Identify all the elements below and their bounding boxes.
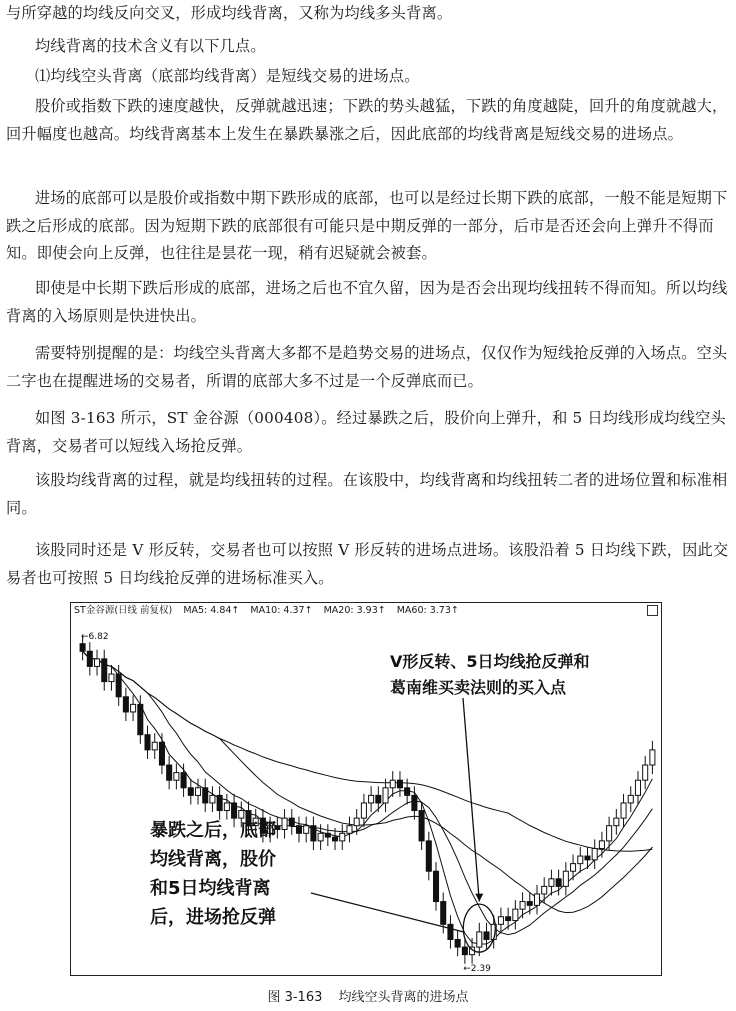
candle-body [87,651,92,666]
candle-body [462,947,467,955]
candle-body [123,697,128,712]
paragraph: 需要特别提醒的是：均线空头背离大多都不是趋势交易的进场点，仅仅作为短线抢反弹的入场点。空头二字也在提醒进场的交易者，所谓的底部大多不过是一个反弹底而已。 [6,344,728,390]
chart-header [71,603,661,619]
candle-body [131,704,136,712]
candle-body [369,795,374,803]
candle-body [426,841,431,871]
candle-body [145,735,150,750]
ma60-value: MA60: 3.73↑ [396,605,459,616]
candle-body [556,879,561,887]
annotation-buy-point [390,649,590,701]
candle-body [578,856,583,864]
high-price-label: ←6.82 [81,632,109,642]
candle-body [210,795,215,803]
candle-body [419,811,424,841]
candle-body [296,826,301,834]
candle-body [340,833,345,841]
candle-body [563,871,568,886]
candle-body [412,795,417,810]
paragraph: ⑴均线空头背离（底部均线背离）是短线交易的进场点。 [35,67,420,85]
candle-body [527,902,532,906]
candle-body [607,826,612,841]
candle-body [311,826,316,841]
candle-body [498,917,503,925]
paragraph: 进场的底部可以是股价或指数中期下跌形成的底部，也可以是经过长期下跌的底部，一般不能是短期下跌之后形成的底部。因为短期下跌的底部很有可能只是中期反弹的一部分，后市是否还会向上弹升不得而知。即使会向上反弹，也往往是昙花一现，稍有迟疑就会被套。 [6,189,728,262]
annotation-line: V形反转、5日均线抢反弹和 [390,652,590,671]
paragraph: 如图 3-163 所示，ST 金谷源（000408）。经过暴跌之后，股价向上弹升，和 5 日均线形成均线空头背离，交易者可以短线入场抢反弹。 [6,409,726,455]
candle-body [159,742,164,765]
candle-body [195,788,200,796]
candle-body [318,833,323,841]
paragraph: 与所穿越的均线反向交叉，形成均线背离，又称为均线多头背离。 [6,4,453,22]
candle-body [621,803,626,818]
annotation-line: 和5日均线背离 [150,878,271,899]
candle-body [282,818,287,829]
candle-body [188,788,193,796]
annotation-line: 暴跌之后，底部 [150,820,276,841]
figure-number: 图 3-163 [267,990,323,1005]
candle-body [174,773,179,781]
paragraph: 股价或指数下跌的速度越快，反弹就越迅速；下跌的势头越猛，下跌的角度越陡，回升的角度就越大，回升幅度也越高。均线背离基本上发生在暴跌暴涨之后，因此底部的均线背离是短线交易的进场点。 [6,97,728,143]
candle-body [614,818,619,826]
paragraph: 即使是中长期下跌后形成的底部，进场之后也不宜久留，因为是否会出现均线扭转不得而知。所以均线背离的入场原则是快进快出。 [6,279,728,325]
candle-body [520,902,525,910]
candle-body [585,856,590,860]
candle-body [138,704,143,734]
candle-body [116,674,121,697]
candle-body [80,644,85,652]
candle-body [390,780,395,788]
candle-body [484,932,489,940]
figure-title: 均线空头背离的进场点 [338,990,469,1005]
paragraph: 该股均线背离的过程，就是均线扭转的过程。在该股中，均线背离和均线扭转二者的进场位置和标准相同。 [6,471,728,517]
candle-body [643,765,648,780]
annotation-divergence [150,816,276,932]
candle-body [95,659,100,667]
candle-body [397,780,402,788]
candle-body [304,826,309,834]
candle-body [628,795,633,803]
candle-body [455,939,460,947]
ma10-value: MA10: 4.37↑ [250,605,313,616]
candle-body [289,818,294,826]
annotation-line: 后，进场抢反弹 [150,907,276,928]
candle-body [354,818,359,826]
annotation-arrow [463,698,479,902]
candle-body [477,932,482,947]
candle-body [102,659,107,682]
candle-body [405,788,410,796]
annotation-line: 葛南维买卖法则的买入点 [390,678,567,697]
candle-body [441,902,446,925]
candle-body [217,795,222,810]
candle-body [592,848,597,859]
figure-caption [0,986,736,1005]
candle-body [599,841,604,849]
ma20-value: MA20: 3.93↑ [323,605,386,616]
paragraph: 均线背离的技术含义有以下几点。 [35,37,266,55]
candle-body [181,773,186,788]
candle-body [167,765,172,780]
candle-body [347,826,352,834]
candle-body [109,674,114,682]
arrow-head [475,894,483,902]
candle-body [376,795,381,803]
candle-body [325,833,330,837]
paragraph: 该股同时还是 V 形反转，交易者也可以按照 V 形反转的进场点进场。该股沿着 5 日均线下跌，因此交易者也可按照 5 日均线抢反弹的进场标准买入。 [6,541,729,587]
ma5-value: MA5: 4.84↑ [183,605,240,616]
candle-body [650,750,655,765]
candle-body [549,879,554,887]
stock-name: ST金谷源(日线 前复权) [74,605,173,616]
candle-body [333,837,338,841]
candle-body [448,924,453,939]
candle-body [203,788,208,803]
candle-body [224,803,229,811]
candle-body [542,886,547,894]
close-icon[interactable] [647,605,658,616]
candle-body [534,894,539,905]
candle-body [513,909,518,920]
candle-body [433,871,438,901]
candle-body [152,742,157,750]
candle-body [383,788,388,803]
annotation-line: 均线背离，股价 [150,849,276,870]
candle-body [635,780,640,795]
candle-body [361,803,366,818]
candle-body [571,864,576,872]
candle-body [506,917,511,921]
low-price-label: ←2.39 [463,964,491,974]
